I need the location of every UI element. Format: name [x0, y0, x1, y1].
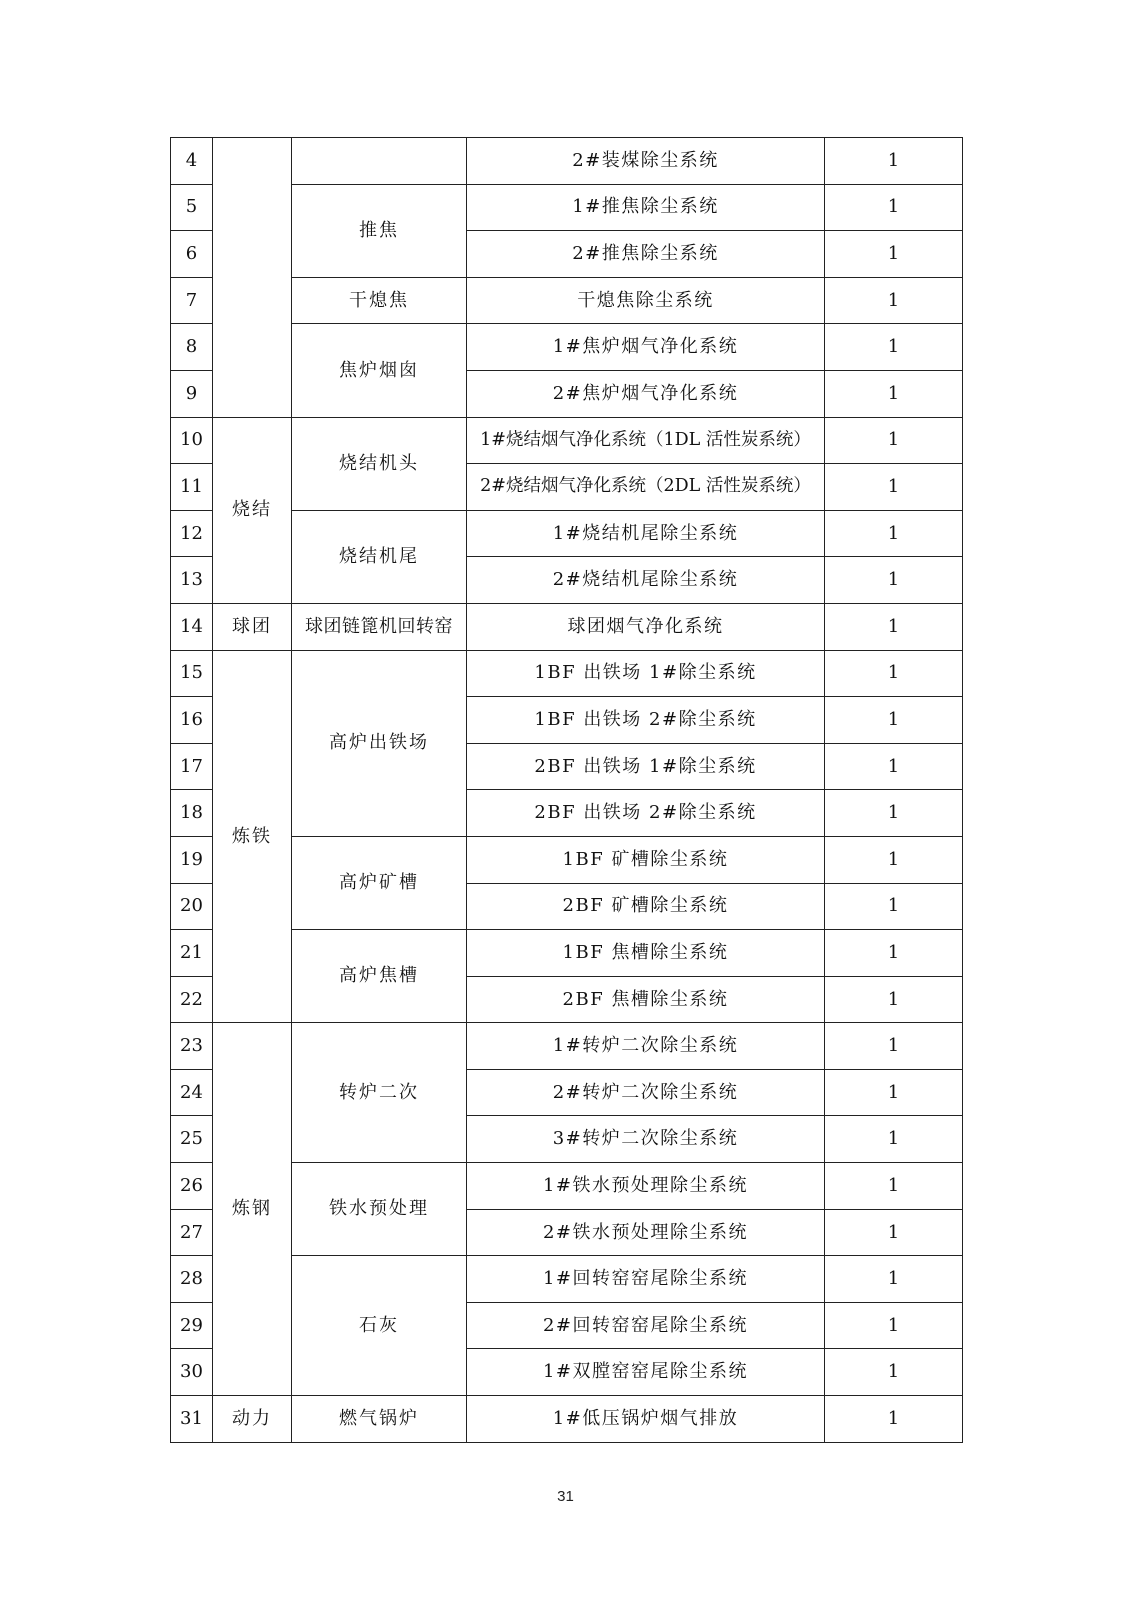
row-number: 10 — [171, 417, 213, 464]
system-name: 球团烟气净化系统 — [467, 603, 825, 650]
row-number: 15 — [171, 650, 213, 697]
quantity: 1 — [825, 697, 963, 744]
row-number: 21 — [171, 930, 213, 977]
table-row — [171, 1396, 963, 1443]
row-number: 16 — [171, 697, 213, 744]
subgroup-cell: 球团链篦机回转窑 — [292, 603, 467, 650]
subgroup-cell: 焦炉烟囱 — [292, 324, 467, 417]
row-number: 11 — [171, 464, 213, 511]
subgroup-cell: 高炉出铁场 — [292, 650, 467, 836]
system-name: 1#双膛窑窑尾除尘系统 — [467, 1349, 825, 1396]
subgroup-cell: 烧结机头 — [292, 417, 467, 510]
table-row — [171, 650, 963, 697]
subgroup-cell: 石灰 — [292, 1256, 467, 1396]
quantity: 1 — [825, 557, 963, 604]
group-cell: 炼铁 — [213, 650, 292, 1023]
system-name: 1BF 焦槽除尘系统 — [467, 930, 825, 977]
system-name: 1#铁水预处理除尘系统 — [467, 1163, 825, 1210]
row-number: 13 — [171, 557, 213, 604]
group-cell: 烧结 — [213, 417, 292, 603]
system-name: 1#推焦除尘系统 — [467, 184, 825, 231]
table-row — [171, 603, 963, 650]
quantity: 1 — [825, 510, 963, 557]
system-name: 1BF 出铁场 2#除尘系统 — [467, 697, 825, 744]
system-name: 2#转炉二次除尘系统 — [467, 1069, 825, 1116]
row-number: 25 — [171, 1116, 213, 1163]
system-name: 2BF 矿槽除尘系统 — [467, 883, 825, 930]
table-row — [171, 138, 963, 185]
system-name: 2BF 出铁场 2#除尘系统 — [467, 790, 825, 837]
quantity: 1 — [825, 790, 963, 837]
subgroup-cell: 燃气锅炉 — [292, 1396, 467, 1443]
system-name: 2#烧结机尾除尘系统 — [467, 557, 825, 604]
system-name: 2#烧结烟气净化系统（2DL 活性炭系统） — [467, 464, 825, 511]
quantity: 1 — [825, 1116, 963, 1163]
quantity: 1 — [825, 930, 963, 977]
subgroup-cell: 推焦 — [292, 184, 467, 277]
row-number: 7 — [171, 277, 213, 324]
quantity: 1 — [825, 277, 963, 324]
row-number: 28 — [171, 1256, 213, 1303]
system-name: 3#转炉二次除尘系统 — [467, 1116, 825, 1163]
group-cell: 动力 — [213, 1396, 292, 1443]
emission-systems-table — [170, 137, 963, 1443]
quantity: 1 — [825, 184, 963, 231]
row-number: 22 — [171, 976, 213, 1023]
row-number: 5 — [171, 184, 213, 231]
system-name: 1#烧结机尾除尘系统 — [467, 510, 825, 557]
group-cell: 球团 — [213, 603, 292, 650]
row-number: 14 — [171, 603, 213, 650]
quantity: 1 — [825, 138, 963, 185]
row-number: 17 — [171, 743, 213, 790]
quantity: 1 — [825, 1256, 963, 1303]
row-number: 18 — [171, 790, 213, 837]
row-number: 31 — [171, 1396, 213, 1443]
row-number: 19 — [171, 836, 213, 883]
system-name: 2#焦炉烟气净化系统 — [467, 370, 825, 417]
system-name: 2BF 焦槽除尘系统 — [467, 976, 825, 1023]
row-number: 4 — [171, 138, 213, 185]
row-number: 23 — [171, 1023, 213, 1070]
quantity: 1 — [825, 883, 963, 930]
system-name: 1#低压锅炉烟气排放 — [467, 1396, 825, 1443]
quantity: 1 — [825, 370, 963, 417]
quantity: 1 — [825, 603, 963, 650]
system-name: 2#推焦除尘系统 — [467, 231, 825, 278]
quantity: 1 — [825, 1069, 963, 1116]
system-name: 1#焦炉烟气净化系统 — [467, 324, 825, 371]
row-number: 8 — [171, 324, 213, 371]
system-name: 1#转炉二次除尘系统 — [467, 1023, 825, 1070]
system-name: 1#烧结烟气净化系统（1DL 活性炭系统） — [467, 417, 825, 464]
row-number: 6 — [171, 231, 213, 278]
subgroup-cell: 高炉矿槽 — [292, 836, 467, 929]
system-name: 2#铁水预处理除尘系统 — [467, 1209, 825, 1256]
row-number: 29 — [171, 1302, 213, 1349]
quantity: 1 — [825, 976, 963, 1023]
quantity: 1 — [825, 231, 963, 278]
subgroup-cell: 干熄焦 — [292, 277, 467, 324]
row-number: 26 — [171, 1163, 213, 1210]
subgroup-cell: 铁水预处理 — [292, 1163, 467, 1256]
quantity: 1 — [825, 650, 963, 697]
subgroup-cell: 高炉焦槽 — [292, 930, 467, 1023]
quantity: 1 — [825, 1163, 963, 1210]
page-number: 31 — [557, 1488, 574, 1505]
system-name: 1BF 出铁场 1#除尘系统 — [467, 650, 825, 697]
quantity: 1 — [825, 324, 963, 371]
quantity: 1 — [825, 1023, 963, 1070]
group-cell: 炼钢 — [213, 1023, 292, 1396]
row-number: 9 — [171, 370, 213, 417]
group-cell-coking — [213, 138, 292, 418]
subgroup-cell-blank — [292, 138, 467, 185]
quantity: 1 — [825, 417, 963, 464]
system-name: 1#回转窑窑尾除尘系统 — [467, 1256, 825, 1303]
row-number: 24 — [171, 1069, 213, 1116]
quantity: 1 — [825, 1209, 963, 1256]
quantity: 1 — [825, 1302, 963, 1349]
quantity: 1 — [825, 1396, 963, 1443]
system-name: 2#回转窑窑尾除尘系统 — [467, 1302, 825, 1349]
row-number: 12 — [171, 510, 213, 557]
row-number: 30 — [171, 1349, 213, 1396]
table-row — [171, 1023, 963, 1070]
subgroup-cell: 烧结机尾 — [292, 510, 467, 603]
quantity: 1 — [825, 464, 963, 511]
system-name: 1BF 矿槽除尘系统 — [467, 836, 825, 883]
quantity: 1 — [825, 1349, 963, 1396]
subgroup-cell: 转炉二次 — [292, 1023, 467, 1163]
quantity: 1 — [825, 743, 963, 790]
table-row — [171, 417, 963, 464]
quantity: 1 — [825, 836, 963, 883]
system-name: 干熄焦除尘系统 — [467, 277, 825, 324]
system-name: 2BF 出铁场 1#除尘系统 — [467, 743, 825, 790]
row-number: 20 — [171, 883, 213, 930]
system-name: 2#装煤除尘系统 — [467, 138, 825, 185]
row-number: 27 — [171, 1209, 213, 1256]
